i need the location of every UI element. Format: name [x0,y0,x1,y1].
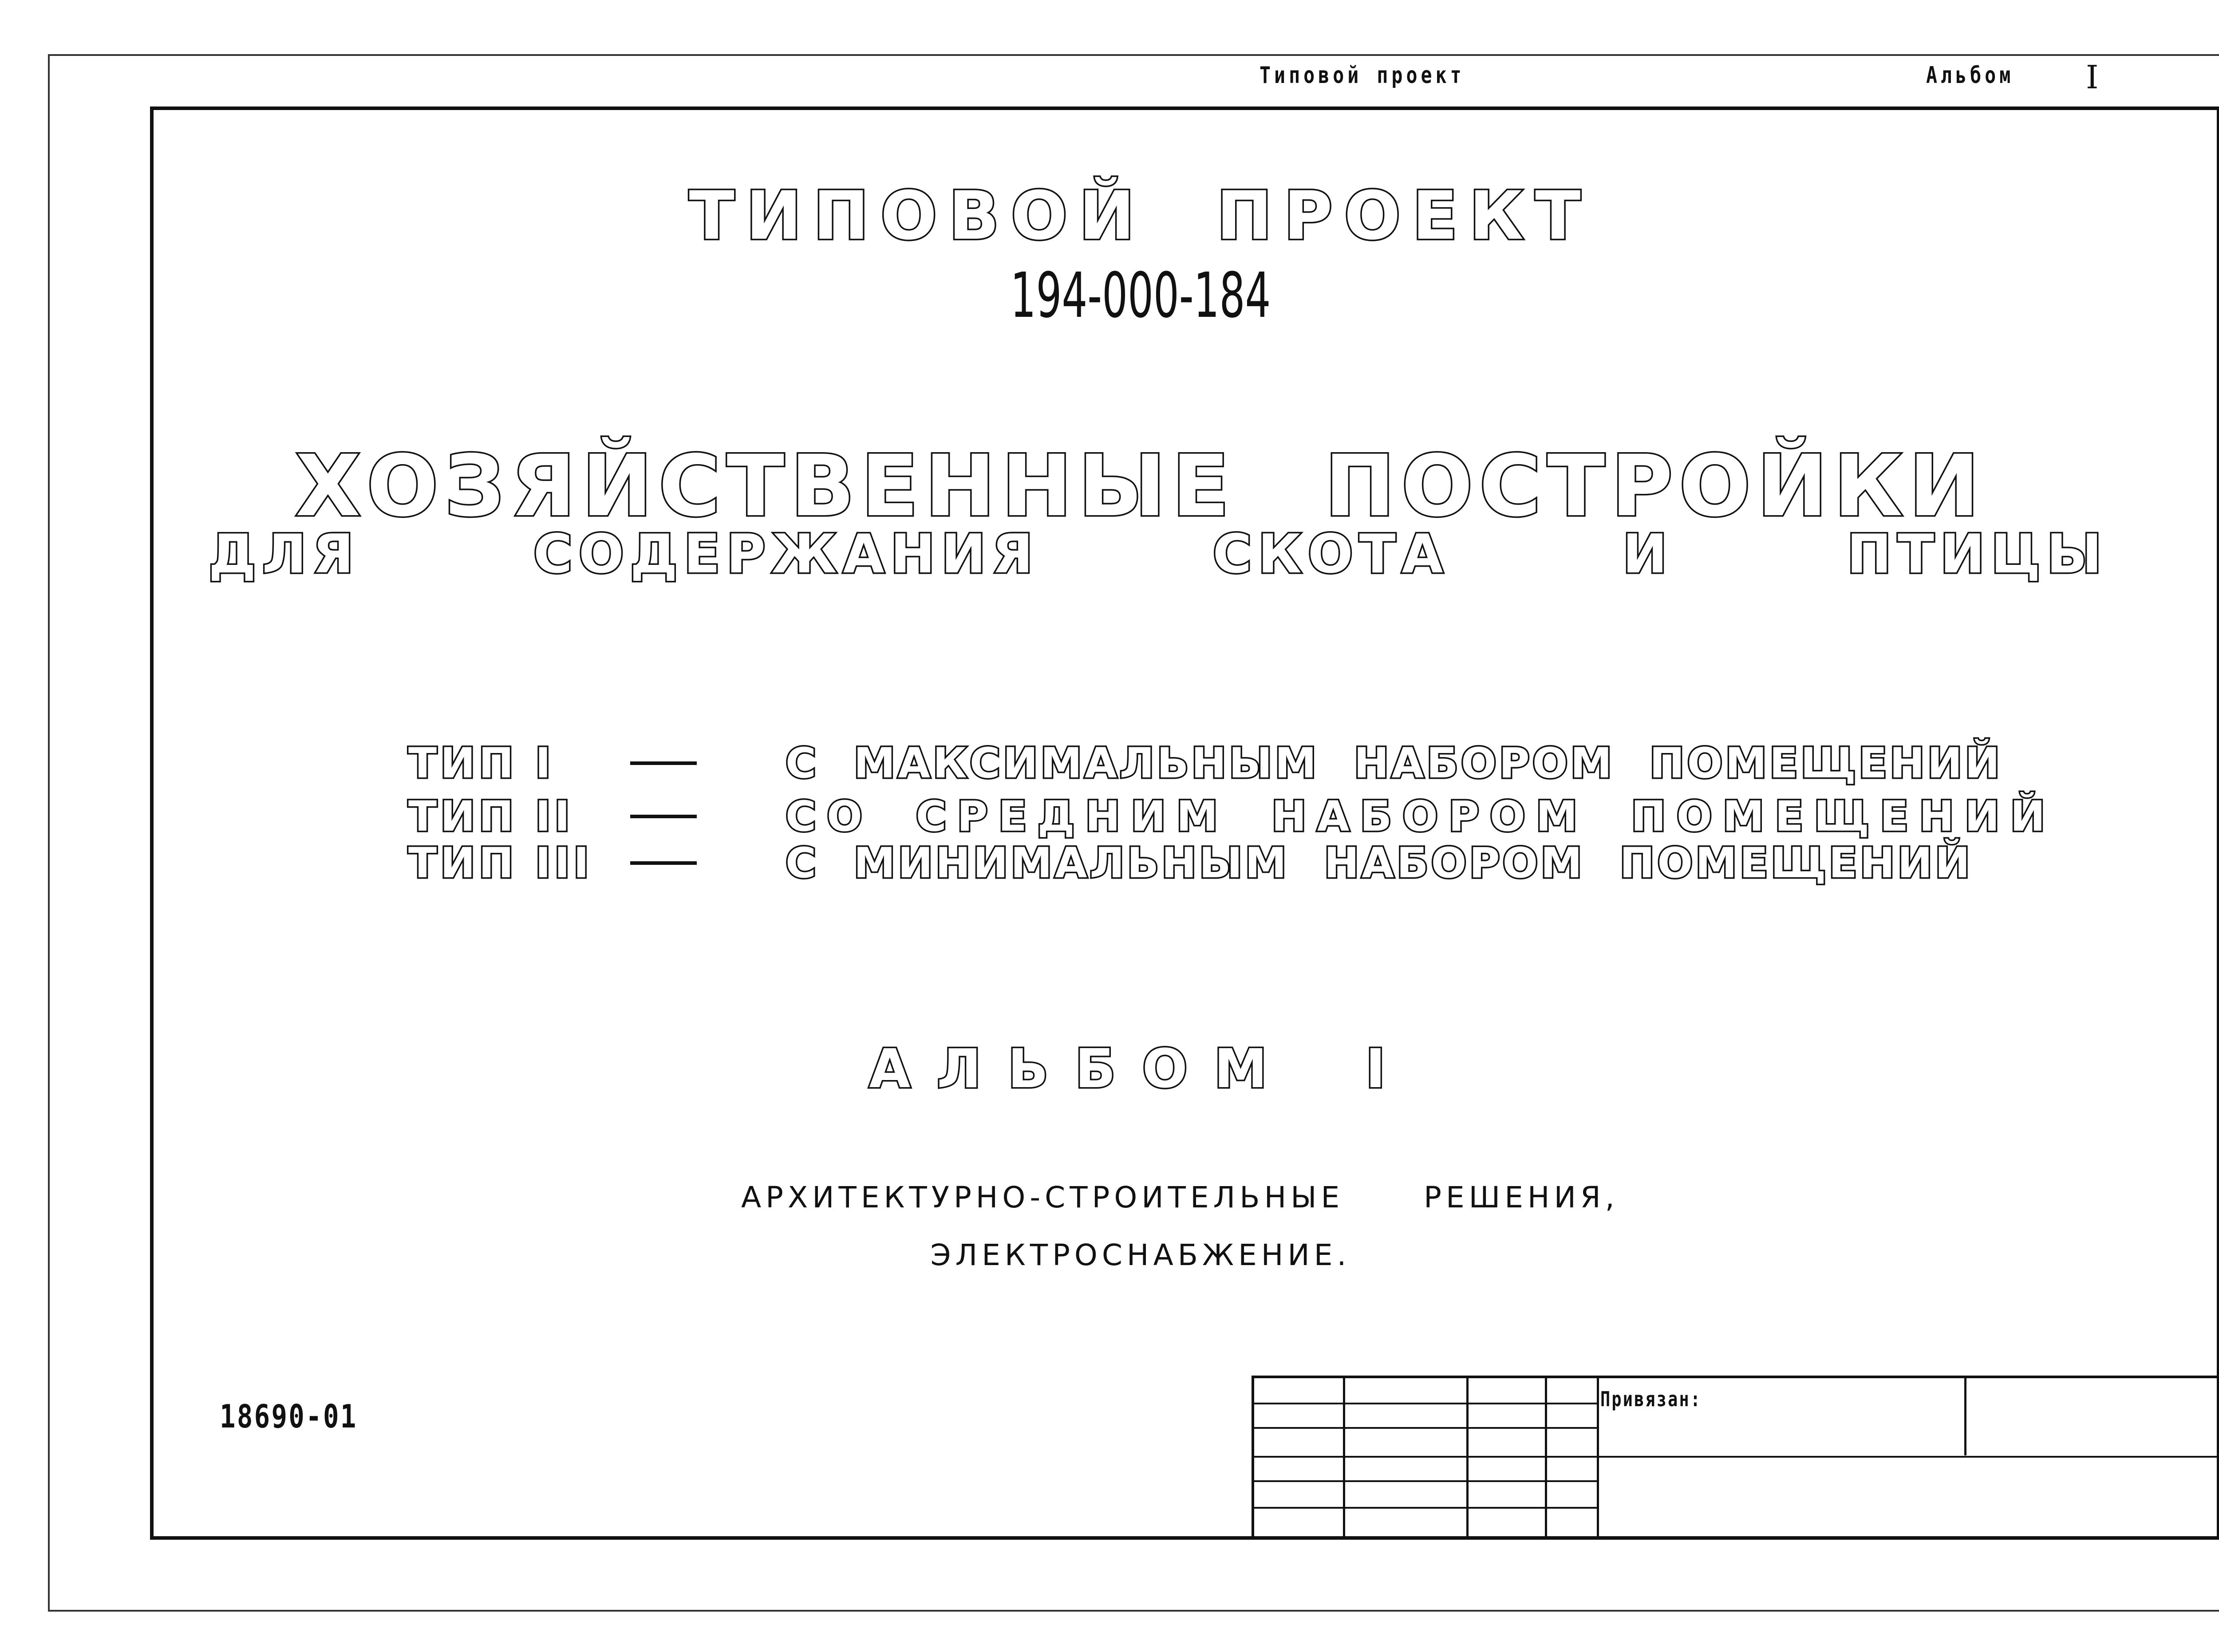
header-album-number: I [2086,59,2099,96]
type-label: ТИП III [408,839,593,887]
main-title-word: СОДЕРЖАНИЯ [533,524,1039,585]
type-description: СО СРЕДНИМ НАБОРОМ ПОМЕЩЕНИЙ [786,792,2056,841]
type-description: С МИНИМАЛЬНЫМ НАБОРОМ ПОМЕЩЕНИЙ [786,839,1973,887]
album-subtitle-part2: РЕШЕНИЯ, [1424,1180,1619,1214]
header-project-label: Типовой проект [1260,62,1465,89]
type-label: ТИП I [408,739,555,788]
type-dash [630,761,697,765]
stamp-row-line [1254,1403,1597,1404]
stamp-row-line [1254,1507,1597,1509]
album-subtitle-line2: ЭЛЕКТРОСНАБЖЕНИЕ. [930,1238,1351,1272]
document-number: 18690-01 [220,1398,358,1435]
title-block-stamp [1252,1376,2219,1540]
album-subtitle-line1 [741,1180,1619,1214]
main-title-word: СКОТА [1212,524,1449,585]
project-title: ТИПОВОЙ ПРОЕКТ [689,177,1592,255]
stamp-column-line [1597,1378,1599,1540]
stamp-row-line [1254,1427,1597,1429]
main-title-line1: ХОЗЯЙСТВЕННЫЕ ПОСТРОЙКИ [295,437,1986,535]
type-dash [630,815,697,818]
stamp-row-line [1254,1456,2219,1458]
stamp-column-line [1964,1378,1966,1455]
type-label: ТИП II [408,792,574,841]
project-number: 194-000-184 [1010,260,1271,332]
album-title: АЛЬБОМ I [869,1038,1412,1100]
main-title-word: ДЛЯ [209,524,360,585]
stamp-bound-label: Привязан: [1600,1387,1702,1411]
main-title-word: И [1623,524,1674,585]
main-title-word: ПТИЦЫ [1847,524,2108,585]
header-album-label: Альбом [1926,62,2014,89]
type-description: С МАКСИМАЛЬНЫМ НАБОРОМ ПОМЕЩЕНИЙ [786,739,2003,788]
main-title-line2 [209,524,2108,585]
album-subtitle-part1: АРХИТЕКТУРНО-СТРОИТЕЛЬНЫЕ [741,1180,1344,1214]
type-dash [630,861,697,865]
stamp-row-line [1254,1480,1597,1482]
